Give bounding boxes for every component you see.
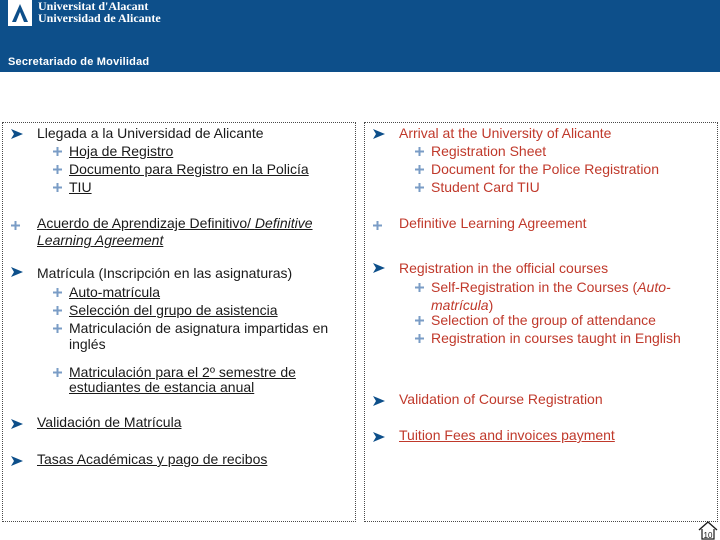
arrow-bullet-icon [11,456,23,466]
enrolment-sub-item[interactable]: Auto-matrícula [69,284,161,300]
cross-bullet-icon [415,147,424,156]
arrow-bullet-icon [11,419,23,429]
cross-bullet-icon [53,368,62,377]
arrival-sub-item[interactable]: Hoja de Registro [69,143,174,159]
department-title: Secretariado de Movilidad [8,56,150,68]
cross-bullet-icon [53,288,62,297]
step-arrival-title: Llegada a la Universidad de Alicante [37,125,264,141]
arrow-bullet-icon [373,396,385,406]
cross-bullet-icon [53,147,62,156]
university-logo [8,0,32,26]
arrival-sub-item[interactable]: Documento para Registro en la Policía [69,161,309,177]
arrow-bullet-icon [373,432,385,442]
cross-bullet-icon [53,183,62,192]
cross-bullet-icon [53,324,62,333]
second-semester-enrolment[interactable]: Matriculación para el 2º semestre de [69,364,296,380]
step-enrolment-title-en: Registration in the official courses [399,260,609,276]
step-arrival-title-en: Arrival at the University of Alicante [399,125,612,141]
self-registration-item [431,278,715,314]
agreement-italic: Definitive [254,215,313,231]
arrival-sub-item-en: Document for the Police Registration [431,161,659,177]
step-enrolment-title: Matrícula (Inscripción en las asignaturas) [37,265,293,281]
step-validation-en: Validation of Course Registration [399,391,603,407]
arrow-bullet-icon [373,129,385,139]
english-steps-panel [364,122,718,522]
cross-bullet-icon [415,316,424,325]
cross-bullet-icon [53,165,62,174]
enrolment-sub-item[interactable]: Selección del grupo de asistencia [69,302,278,318]
arrival-sub-item-en: Student Card TIU [431,179,540,195]
university-name-valencian: Universitat d'Alacant [38,0,149,13]
cross-bullet-icon [415,165,424,174]
self-reg-text: Self-Registration in the Courses ( [431,279,638,295]
enrolment-sub-item: Matriculación de asignatura impartidas en [69,320,329,336]
step-learning-agreement[interactable] [37,215,347,249]
cross-bullet-icon [11,221,20,230]
cross-bullet-icon [373,221,382,230]
step-fees[interactable]: Tasas Académicas y pago de recibos [37,451,268,467]
home-page-number-icon[interactable] [698,520,718,540]
step-fees-en[interactable]: Tuition Fees and invoices payment [399,427,615,443]
self-reg-italic: matrícula [431,297,489,313]
step-validation[interactable]: Validación de Matrícula [37,414,182,430]
arrow-bullet-icon [373,263,385,273]
page-number: 10 [703,531,713,540]
second-semester-enrolment-continued[interactable]: estudiantes de estancia anual [69,379,255,395]
enrolment-sub-item-continued: inglés [69,336,106,352]
cross-bullet-icon [415,334,424,343]
arrow-bullet-icon [11,129,23,139]
step-learning-agreement-en: Definitive Learning Agreement [399,215,587,231]
cross-bullet-icon [415,183,424,192]
enrolment-sub-item-en: Registration in courses taught in English [431,330,681,346]
cross-bullet-icon [415,283,424,292]
arrival-sub-item-en: Registration Sheet [431,143,547,159]
agreement-text: Acuerdo de Aprendizaje Definitivo/ [37,215,255,231]
spanish-steps-panel [2,122,356,522]
header-banner [0,0,720,72]
agreement-italic: Learning Agreement [37,232,164,248]
self-reg-close: ) [488,297,494,313]
cross-bullet-icon [53,306,62,315]
self-reg-italic: Auto- [637,279,671,295]
arrow-bullet-icon [11,267,23,277]
arrival-sub-item[interactable]: TIU [69,179,92,195]
university-name-spanish: Universidad de Alicante [38,11,161,25]
enrolment-sub-item-en: Selection of the group of attendance [431,312,656,328]
